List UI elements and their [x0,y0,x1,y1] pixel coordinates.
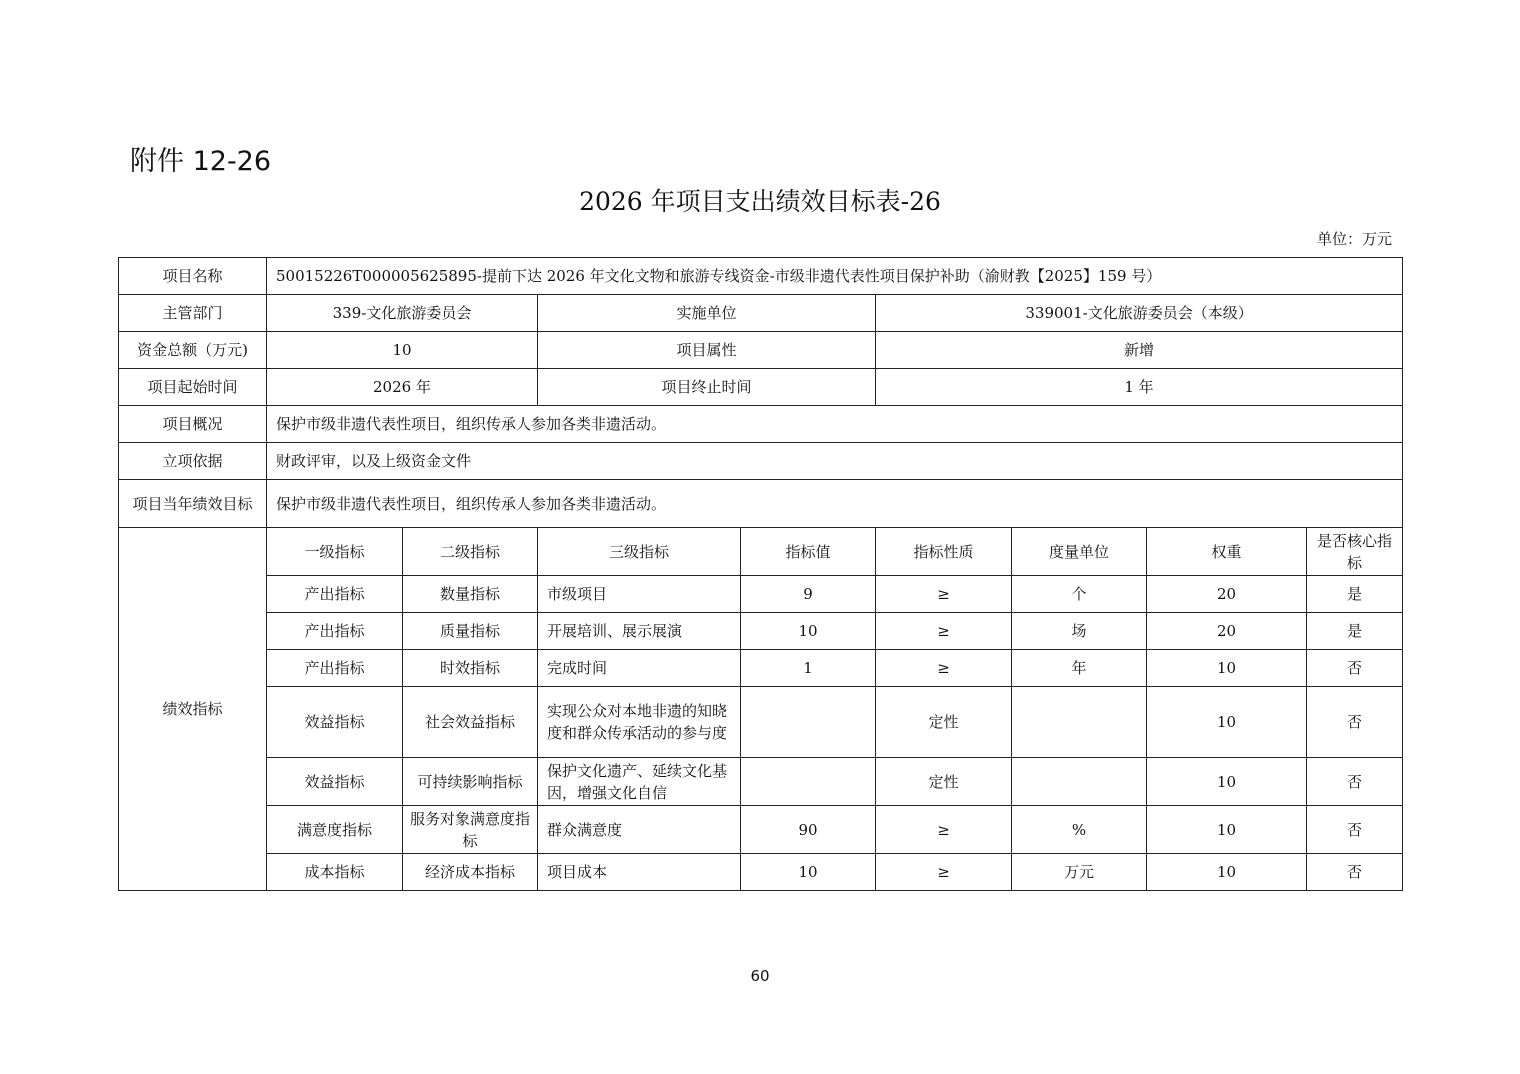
basis-label: 立项依据 [119,443,267,480]
attachment-label: 附件 12-26 [130,146,272,177]
level1-cell: 产出指标 [267,613,403,650]
nature-cell: 定性 [876,687,1012,758]
core-cell: 是 [1307,576,1403,613]
header-value: 指标值 [741,528,876,576]
attr-value: 新增 [876,332,1403,369]
row-goal [119,480,1403,528]
core-cell: 否 [1307,650,1403,687]
table-row [119,806,1403,854]
level1-cell: 效益指标 [267,687,403,758]
level3-cell: 开展培训、展示展演 [538,613,741,650]
header-nature: 指标性质 [876,528,1012,576]
unit-cell: 万元 [1012,854,1147,891]
row-time [119,369,1403,406]
nature-cell: ≥ [876,650,1012,687]
table-row [119,758,1403,806]
impl-unit-label: 实施单位 [538,295,876,332]
overview-value: 保护市级非遗代表性项目，组织传承人参加各类非遗活动。 [267,406,1403,443]
attr-label: 项目属性 [538,332,876,369]
goal-value: 保护市级非遗代表性项目，组织传承人参加各类非遗活动。 [267,480,1403,528]
performance-target-table [118,257,1403,891]
dept-value: 339-文化旅游委员会 [267,295,538,332]
nature-cell: ≥ [876,576,1012,613]
header-core: 是否核心指标 [1307,528,1403,576]
project-name-label: 项目名称 [119,258,267,295]
nature-cell: ≥ [876,854,1012,891]
nature-cell: ≥ [876,613,1012,650]
level3-cell: 实现公众对本地非遗的知晓度和群众传承活动的参与度 [538,687,741,758]
table-row [119,854,1403,891]
level3-cell: 完成时间 [538,650,741,687]
level1-cell: 效益指标 [267,758,403,806]
level3-cell: 群众满意度 [538,806,741,854]
level3-cell: 项目成本 [538,854,741,891]
level2-cell: 时效指标 [403,650,538,687]
header-level2: 二级指标 [403,528,538,576]
value-cell: 1 [741,650,876,687]
indicators-section-label: 绩效指标 [119,528,267,891]
end-label: 项目终止时间 [538,369,876,406]
unit-note: 单位：万元 [1316,230,1392,248]
weight-cell: 10 [1147,854,1307,891]
impl-unit-value: 339001-文化旅游委员会（本级） [876,295,1403,332]
level2-cell: 数量指标 [403,576,538,613]
weight-cell: 20 [1147,613,1307,650]
row-fund [119,332,1403,369]
value-cell: 90 [741,806,876,854]
level3-cell: 保护文化遗产、延续文化基因，增强文化自信 [538,758,741,806]
project-name-value: 50015226T000005625895-提前下达 2026 年文化文物和旅游专线资金-市级非遗代表性项目保护补助（渝财教【2025】159 号） [267,258,1403,295]
core-cell: 否 [1307,687,1403,758]
indicator-header-row [119,528,1403,576]
row-project-name [119,258,1403,295]
unit-cell: 场 [1012,613,1147,650]
weight-cell: 20 [1147,576,1307,613]
level2-cell: 社会效益指标 [403,687,538,758]
value-cell: 10 [741,854,876,891]
nature-cell: 定性 [876,758,1012,806]
start-value: 2026 年 [267,369,538,406]
header-unit: 度量单位 [1012,528,1147,576]
goal-label: 项目当年绩效目标 [119,480,267,528]
unit-cell [1012,758,1147,806]
level2-cell: 服务对象满意度指标 [403,806,538,854]
unit-cell [1012,687,1147,758]
weight-cell: 10 [1147,758,1307,806]
level3-cell: 市级项目 [538,576,741,613]
unit-cell: 年 [1012,650,1147,687]
basis-value: 财政评审，以及上级资金文件 [267,443,1403,480]
row-basis [119,443,1403,480]
level1-cell: 成本指标 [267,854,403,891]
level1-cell: 产出指标 [267,576,403,613]
table-row [119,576,1403,613]
unit-cell: % [1012,806,1147,854]
row-overview [119,406,1403,443]
core-cell: 否 [1307,806,1403,854]
nature-cell: ≥ [876,806,1012,854]
row-department [119,295,1403,332]
weight-cell: 10 [1147,687,1307,758]
level1-cell: 满意度指标 [267,806,403,854]
end-value: 1 年 [876,369,1403,406]
table-row [119,650,1403,687]
value-cell: 10 [741,613,876,650]
value-cell [741,687,876,758]
start-label: 项目起始时间 [119,369,267,406]
table-row [119,613,1403,650]
core-cell: 否 [1307,854,1403,891]
page-number: 60 [750,967,770,985]
level2-cell: 质量指标 [403,613,538,650]
table-row [119,687,1403,758]
level2-cell: 可持续影响指标 [403,758,538,806]
value-cell: 9 [741,576,876,613]
dept-label: 主管部门 [119,295,267,332]
level2-cell: 经济成本指标 [403,854,538,891]
fund-label: 资金总额（万元) [119,332,267,369]
core-cell: 否 [1307,758,1403,806]
header-level1: 一级指标 [267,528,403,576]
weight-cell: 10 [1147,650,1307,687]
core-cell: 是 [1307,613,1403,650]
document-title: 2026 年项目支出绩效目标表-26 [579,187,941,216]
weight-cell: 10 [1147,806,1307,854]
header-level3: 三级指标 [538,528,741,576]
header-weight: 权重 [1147,528,1307,576]
value-cell [741,758,876,806]
level1-cell: 产出指标 [267,650,403,687]
fund-value: 10 [267,332,538,369]
unit-cell: 个 [1012,576,1147,613]
overview-label: 项目概况 [119,406,267,443]
